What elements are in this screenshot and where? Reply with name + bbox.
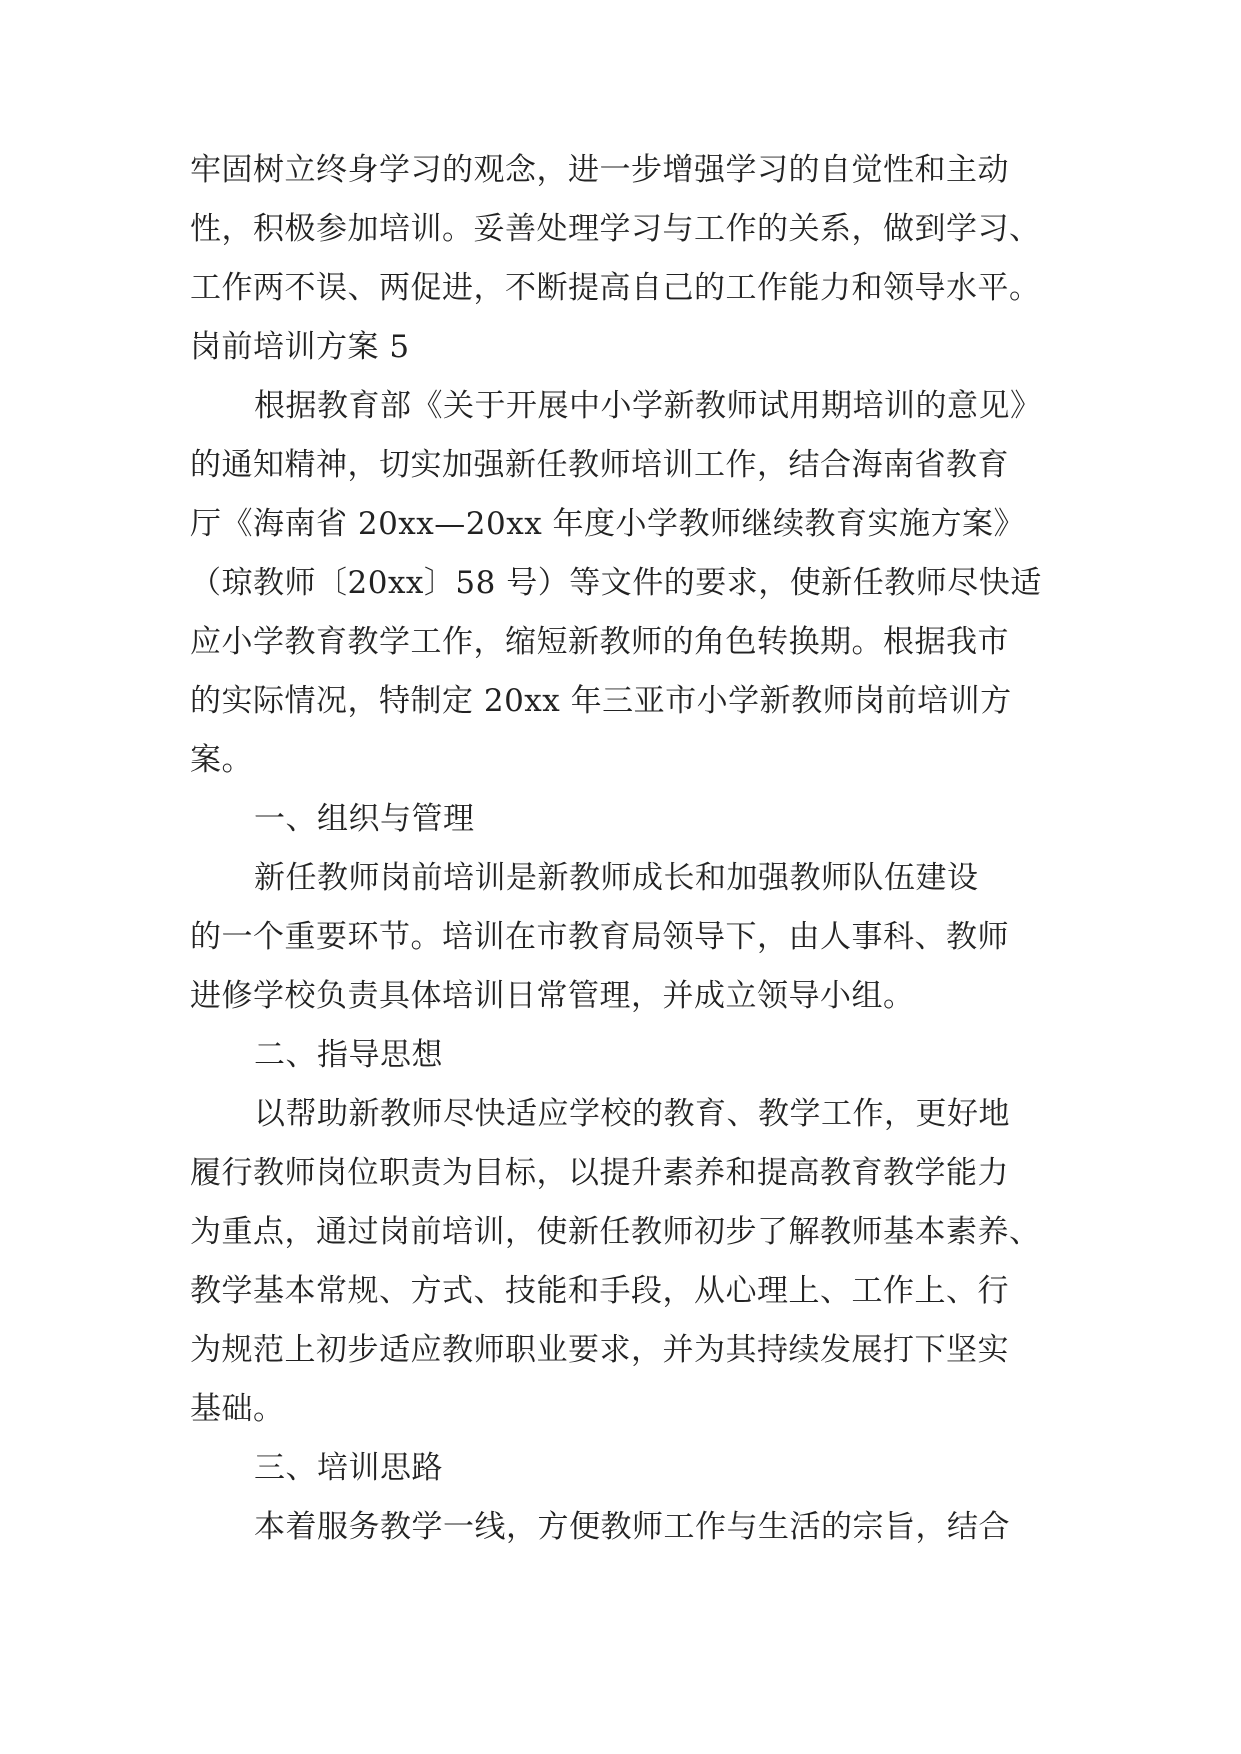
section-heading: 一、组织与管理 — [254, 801, 475, 837]
text-line: 基础。 — [190, 1391, 285, 1427]
text-line: 履行教师岗位职责为目标，以提升素养和提高教育教学能力 — [190, 1155, 1009, 1191]
text-line: 的实际情况，特制定 20xx 年三亚市小学新教师岗前培训方 — [190, 683, 1012, 719]
text-line: 本着服务教学一线，方便教师工作与生活的宗旨，结合 — [254, 1509, 1010, 1545]
text-line: 工作两不误、两促进，不断提高自己的工作能力和领导水平。 — [190, 270, 1041, 306]
text-line: 性，积极参加培训。妥善处理学习与工作的关系，做到学习、 — [190, 211, 1041, 247]
section-heading: 三、培训思路 — [254, 1450, 443, 1486]
text-line: 为规范上初步适应教师职业要求，并为其持续发展打下坚实 — [190, 1332, 1009, 1368]
text-line: 教学基本常规、方式、技能和手段，从心理上、工作上、行 — [190, 1273, 1009, 1309]
text-line: 案。 — [190, 742, 253, 778]
text-line: 的一个重要环节。培训在市教育局领导下，由人事科、教师 — [190, 919, 1009, 955]
text-line: 新任教师岗前培训是新教师成长和加强教师队伍建设 — [254, 860, 979, 896]
text-line: 根据教育部《关于开展中小学新教师试用期培训的意见》 — [254, 388, 1042, 424]
text-line: 的通知精神，切实加强新任教师培训工作，结合海南省教育 — [190, 447, 1009, 483]
text-line: 牢固树立终身学习的观念，进一步增强学习的自觉性和主动 — [190, 152, 1009, 188]
text-line: （琼教师〔20xx〕58 号）等文件的要求，使新任教师尽快适 — [190, 565, 1042, 601]
section-title: 岗前培训方案 5 — [190, 329, 410, 365]
text-line: 以帮助新教师尽快适应学校的教育、教学工作，更好地 — [254, 1096, 1010, 1132]
text-line: 应小学教育教学工作，缩短新教师的角色转换期。根据我市 — [190, 624, 1009, 660]
text-line: 厅《海南省 20xx—20xx 年度小学教师继续教育实施方案》 — [190, 506, 1026, 542]
text-line: 进修学校负责具体培训日常管理，并成立领导小组。 — [190, 978, 915, 1014]
section-heading: 二、指导思想 — [254, 1037, 443, 1073]
text-line: 为重点，通过岗前培训，使新任教师初步了解教师基本素养、 — [190, 1214, 1041, 1250]
